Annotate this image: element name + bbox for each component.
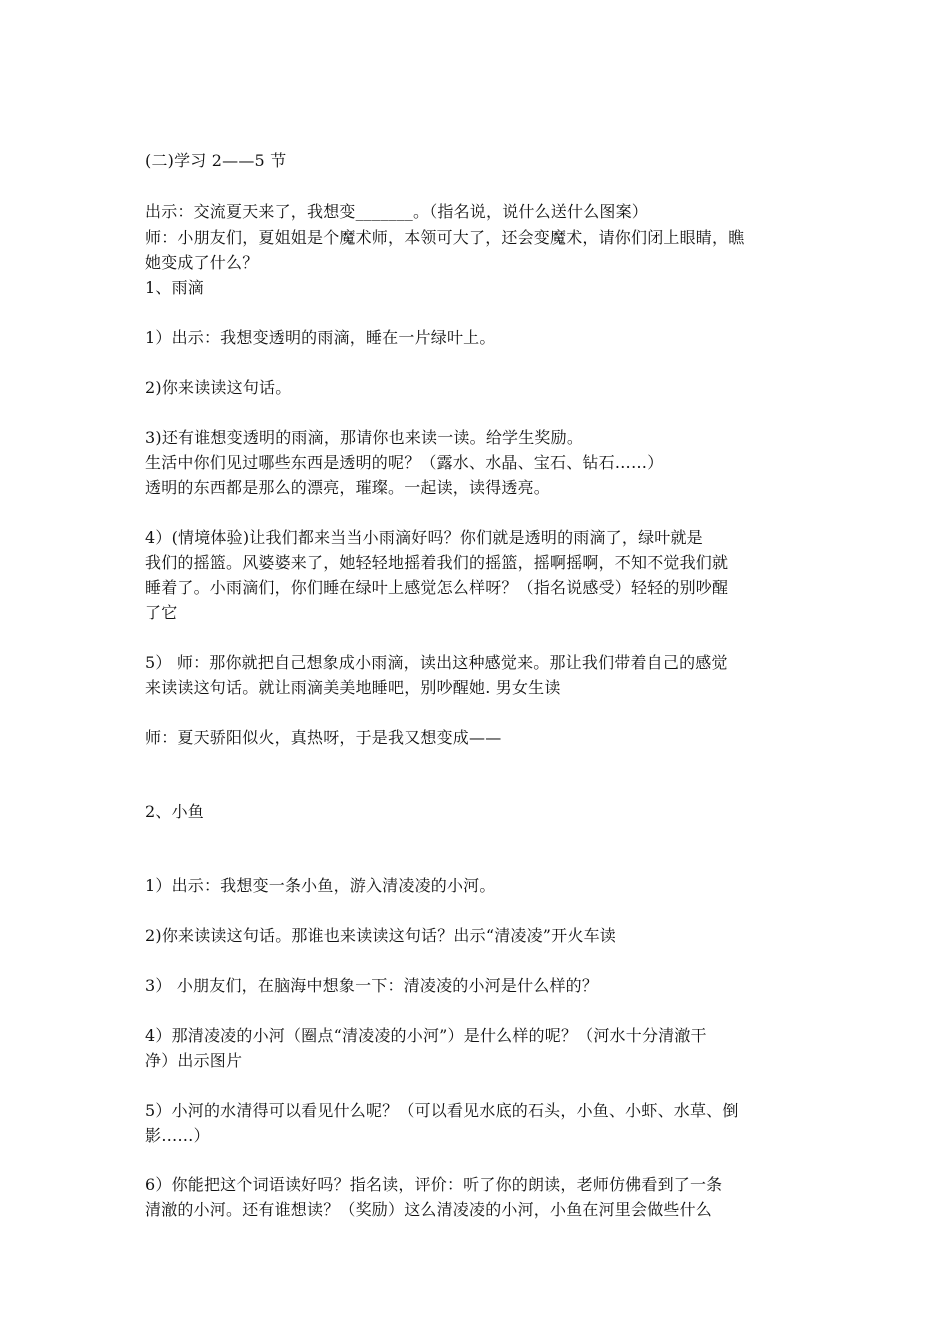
paragraph-line: 2)你来读读这句话。 bbox=[145, 378, 292, 397]
paragraph-line: 5） 师：那你就把自己想象成小雨滴，读出这种感觉来。那让我们带着自己的感觉 bbox=[145, 653, 728, 672]
paragraph-line: 3)还有谁想变透明的雨滴，那请你也来读一读。给学生奖励。 bbox=[145, 428, 584, 447]
paragraph-line: 睡着了。小雨滴们，你们睡在绿叶上感觉怎么样呀？（指名说感受）轻轻的别吵醒 bbox=[145, 578, 729, 597]
paragraph-line: 师：夏天骄阳似火，真热呀，于是我又想变成—— bbox=[145, 728, 502, 747]
paragraph-line: 5）小河的水清得可以看见什么呢？（可以看见水底的石头，小鱼、小虾、水草、倒 bbox=[145, 1101, 739, 1120]
paragraph-line: 净）出示图片 bbox=[145, 1051, 243, 1070]
paragraph-line: 4）(情境体验)让我们都来当当小雨滴好吗？你们就是透明的雨滴了，绿叶就是 bbox=[145, 528, 703, 547]
paragraph-line: 1）出示：我想变透明的雨滴，睡在一片绿叶上。 bbox=[145, 328, 496, 347]
subsection-heading: 2、小鱼 bbox=[145, 802, 204, 821]
paragraph-line: 4）那清凌凌的小河（圈点“清凌凌的小河”）是什么样的呢？（河水十分清澈干 bbox=[145, 1026, 707, 1045]
paragraph-line: 师：小朋友们，夏姐姐是个魔术师，本领可大了，还会变魔术，请你们闭上眼睛，瞧 bbox=[145, 228, 745, 247]
paragraph-line: 1）出示：我想变一条小鱼，游入清凌凌的小河。 bbox=[145, 876, 496, 895]
paragraph-line: 来读读这句话。就让雨滴美美地睡吧，别吵醒她. 男女生读 bbox=[145, 678, 561, 697]
paragraph-line: 3） 小朋友们，在脑海中想象一下：清凌凌的小河是什么样的？ bbox=[145, 976, 599, 995]
paragraph-line: 了它 bbox=[145, 603, 178, 622]
paragraph-line: 影……） bbox=[145, 1126, 210, 1145]
paragraph-line: 清澈的小河。还有谁想读？（奖励）这么清凌凌的小河，小鱼在河里会做些什么 bbox=[145, 1200, 713, 1219]
subsection-heading: 1、雨滴 bbox=[145, 278, 204, 297]
paragraph-line: 生活中你们见过哪些东西是透明的呢？（露水、水晶、宝石、钻石……） bbox=[145, 453, 664, 472]
paragraph-line: 2)你来读读这句话。那谁也来读读这句话？出示“清凌凌”开火车读 bbox=[145, 926, 616, 945]
paragraph-line: 我们的摇篮。风婆婆来了，她轻轻地摇着我们的摇篮，摇啊摇啊，不知不觉我们就 bbox=[145, 553, 729, 572]
paragraph-line: 透明的东西都是那么的漂亮，璀璨。一起读，读得透亮。 bbox=[145, 478, 551, 497]
paragraph-line: 她变成了什么？ bbox=[145, 253, 259, 272]
paragraph-line: 出示：交流夏天来了，我想变_______。（指名说，说什么送什么图案） bbox=[145, 202, 649, 221]
paragraph-line: 6）你能把这个词语读好吗？指名读，评价：听了你的朗读，老师仿佛看到了一条 bbox=[145, 1175, 723, 1194]
section-heading: (二)学习 2——5 节 bbox=[145, 151, 287, 170]
